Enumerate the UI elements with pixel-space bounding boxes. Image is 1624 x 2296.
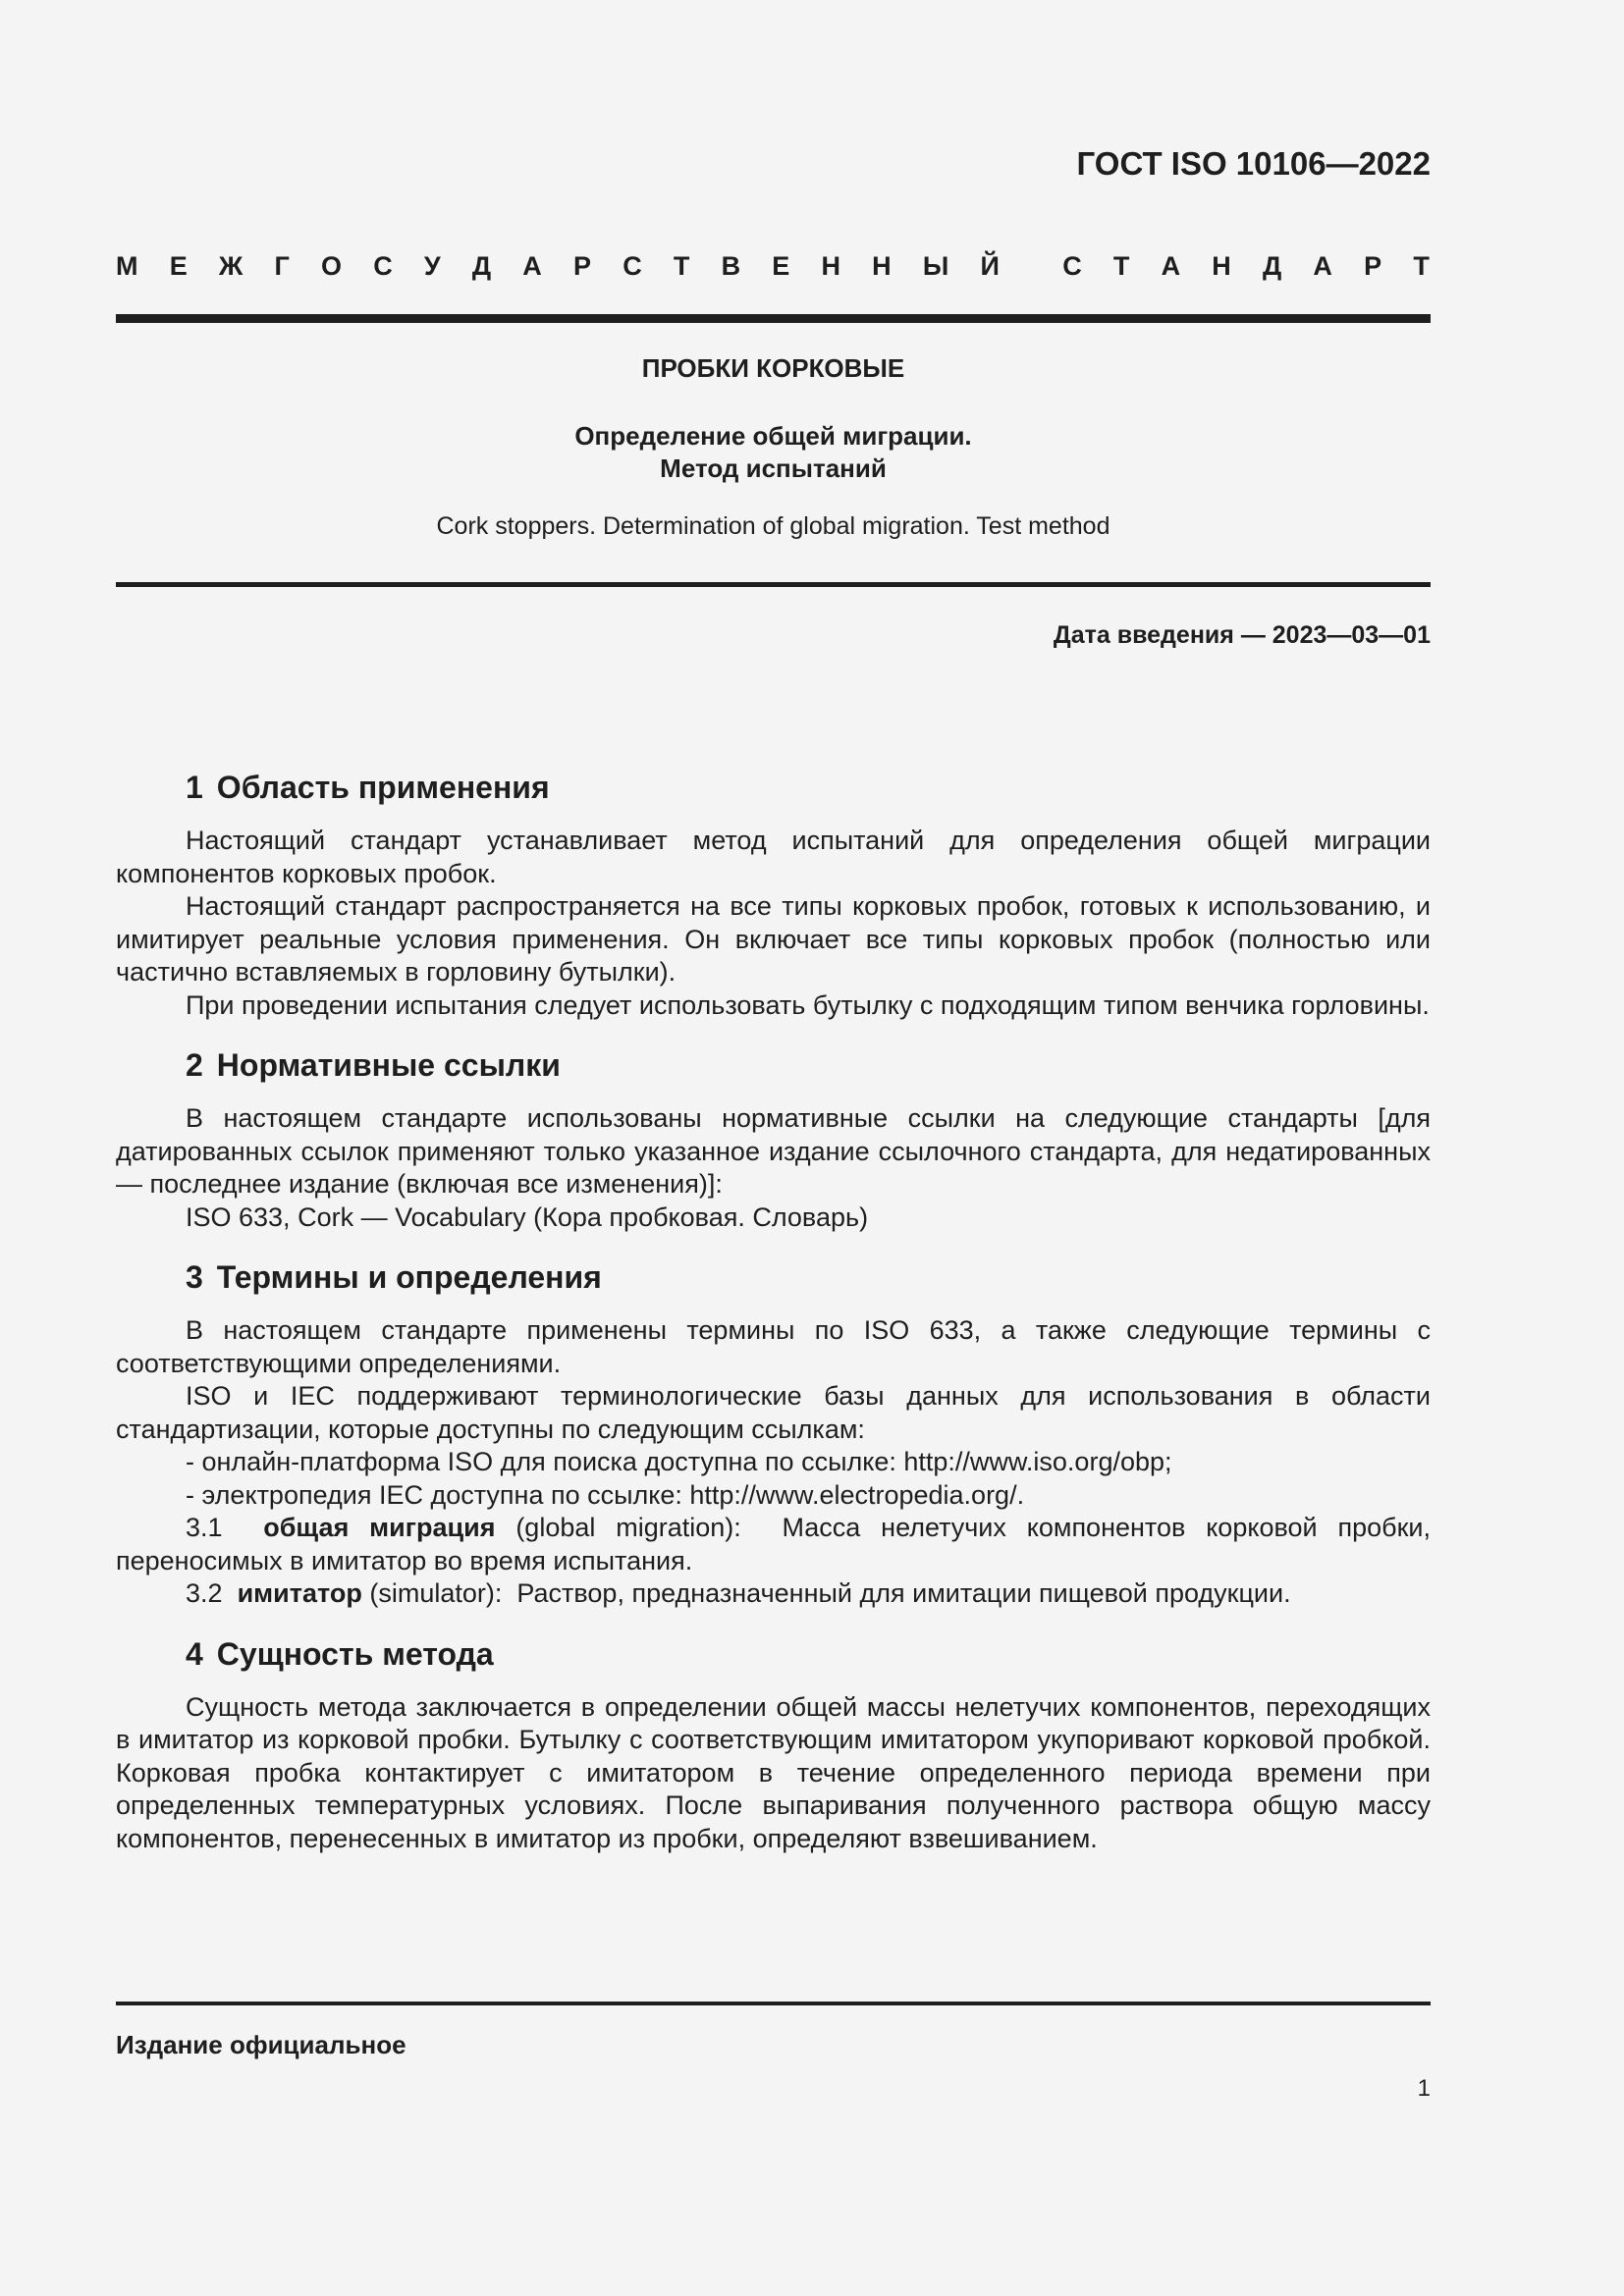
section-heading (116, 1632, 1431, 1676)
term-number: 3.2 (186, 1578, 223, 1608)
paragraph: ISO и IEC поддерживают терминологические базы данных для использования в области стандартизации, которые доступны по следующим ссылкам: (116, 1381, 1431, 1444)
paragraph: При проведении испытания следует использовать бутылку с подходящим типом венчика горловины. (186, 989, 1430, 1020)
paragraph: Сущность метода заключается в определении общей массы нелетучих компонентов, переходящих в имитатор из корковой пробки. Бутылку с соответствующим имитатором укупоривают корковой пробкой. Корковая пробка контактирует с имитатором в течение определенного периода времени при определенных температурных условиях. После выпаривания полученного раствора общую массу компонентов, перенесенных в имитатор из пробки, определяют взвешиванием. (116, 1691, 1431, 1853)
paragraph: Настоящий стандарт распространяется на все типы корковых пробок, готовых к использованию, и имитирует реальные условия применения. Он включает все типы корковых пробок (полностью или частично вставляемых в горловину бутылки). (116, 891, 1431, 987)
section-number: 2 (186, 1047, 203, 1083)
edition-label: Издание официальное (116, 2030, 406, 2059)
standard-type-letter: С (373, 251, 393, 281)
section-number: 3 (186, 1259, 203, 1295)
standard-type-letter: Н (1212, 251, 1231, 281)
page-number: 1 (1417, 2075, 1431, 2102)
standard-type-letter: Е (169, 251, 188, 281)
list-item: - электропедия IEC доступна по ссылке: http://www.electropedia.org/. (186, 1479, 1025, 1510)
header-rule (116, 314, 1431, 323)
section-title: Термины и определения (216, 1259, 602, 1295)
section-heading (116, 766, 1431, 809)
standard-type-letter: Р (1364, 251, 1382, 281)
standard-type-letter: Т (1413, 251, 1430, 281)
section-normative-references (116, 1043, 1431, 1234)
standard-type-letter: А (522, 251, 542, 281)
term-entry (116, 1512, 1431, 1577)
document-subtitle (116, 420, 1431, 485)
section-title: Нормативные ссылки (216, 1047, 561, 1083)
term-definition: Масса нелетучих компонентов корковой пробки, переносимых в имитатор во время испытания. (116, 1513, 1431, 1575)
standard-type-letter: С (1062, 251, 1082, 281)
term-name: имитатор (237, 1578, 362, 1608)
standard-type-letter: М (116, 251, 138, 281)
standard-type-letter: Е (772, 251, 790, 281)
term-definition: Раствор, предназначенный для имитации пищевой продукции. (516, 1578, 1291, 1608)
list-item: - онлайн-платформа ISO для поиска доступна по ссылке: http://www.iso.org/obp; (186, 1447, 1172, 1476)
standard-type-letter: В (721, 251, 741, 281)
document-title: ПРОБКИ КОРКОВЫЕ (641, 353, 905, 383)
standard-type-letter: У (423, 251, 441, 281)
reference-item: ISO 633, Cork — Vocabulary (Кора пробковая. Словарь) (186, 1201, 869, 1232)
standard-type-heading (116, 251, 1430, 282)
title-rule (116, 582, 1431, 587)
standard-type-letter: Д (471, 251, 492, 281)
paragraph: В настоящем стандарте применены термины по ISO 633, а также следующие термины с соответствующими определениями. (116, 1315, 1431, 1378)
standard-type-letter: О (320, 251, 342, 281)
standard-type-letter: Ы (922, 251, 949, 281)
standard-type-letter: Т (1112, 251, 1130, 281)
standard-type-letter: Т (673, 251, 690, 281)
section-number: 1 (186, 770, 203, 805)
standard-type-letter: А (1313, 251, 1332, 281)
paragraph: Настоящий стандарт устанавливает метод испытаний для определения общей миграции компонентов корковых пробок. (116, 826, 1431, 888)
section-number: 4 (186, 1635, 203, 1672)
english-title: Cork stoppers. Determination of global migration. Test method (436, 512, 1110, 540)
standard-type-letter: А (1161, 251, 1181, 281)
standard-type-letter: Г (274, 251, 290, 281)
standard-type-letter: Ж (218, 251, 244, 281)
standard-type-letter: Н (821, 251, 840, 281)
introduction-date: Дата введения — 2023—03—01 (1053, 621, 1431, 649)
section-title: Область применения (216, 770, 550, 805)
document-body (116, 766, 1431, 1877)
standard-type-letter: Й (980, 251, 1000, 281)
subtitle-line-2: Метод испытаний (660, 454, 887, 483)
term-english: (global migration): (515, 1513, 741, 1542)
doc-number: ГОСТ ISO 10106—2022 (1076, 145, 1431, 182)
standard-type-letter: Н (872, 251, 892, 281)
standard-type-letter: Д (1262, 251, 1282, 281)
section-terms-definitions (116, 1255, 1431, 1611)
section-heading (116, 1255, 1431, 1299)
standard-type-letter: Р (572, 251, 591, 281)
paragraph: В настоящем стандарте использованы нормативные ссылки на следующие стандарты [для датированных ссылок применяют только указанное издание ссылочного стандарта, для недатированных — последнее издание (включая все изменения)]: (116, 1103, 1431, 1199)
section-method-principle (116, 1632, 1431, 1856)
standard-type-letter: С (623, 251, 642, 281)
section-title: Сущность метода (216, 1635, 494, 1672)
term-english: (simulator): (369, 1578, 503, 1608)
section-scope (116, 766, 1431, 1022)
term-number: 3.1 (186, 1513, 223, 1542)
subtitle-line-1: Определение общей миграции. (574, 421, 972, 451)
term-name: общая миграция (263, 1513, 496, 1542)
section-heading (116, 1043, 1431, 1087)
term-entry (116, 1577, 1431, 1611)
footer-rule (116, 2002, 1431, 2005)
